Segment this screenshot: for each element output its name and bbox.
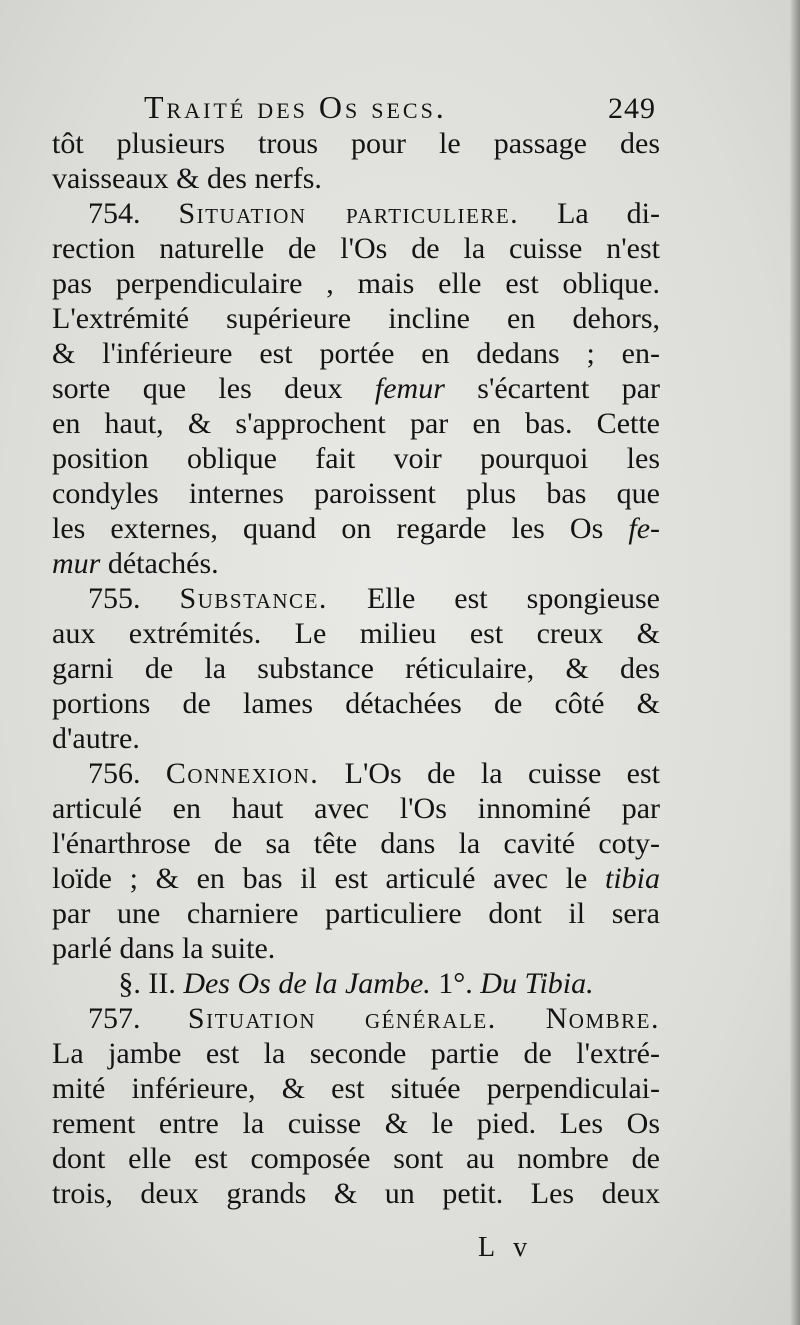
page-number: 249	[608, 92, 656, 125]
text-span: rement entre la cuisse & le pied. Les Os	[52, 1107, 660, 1140]
text-span: portions de lames détachées de côté &	[52, 687, 660, 720]
text-line	[52, 441, 660, 476]
text-span: d'autre.	[52, 722, 140, 755]
text-span: sorte que les deux	[52, 372, 375, 405]
text-span: La di-	[519, 197, 660, 230]
text-span: Situation particuliere.	[178, 197, 520, 230]
text-span: tibia	[604, 862, 660, 895]
text-line	[52, 861, 660, 896]
text-line	[52, 896, 660, 931]
text-span: La jambe est la seconde partie de l'extré-	[52, 1037, 660, 1070]
text-line	[52, 546, 660, 581]
text-line	[52, 371, 660, 406]
text-span: les externes, quand on regarde les Os	[52, 512, 629, 545]
body-text	[52, 126, 660, 1211]
text-line	[52, 686, 660, 721]
text-line	[52, 931, 660, 966]
text-line	[52, 1001, 660, 1036]
text-span: l'énarthrose de sa tête dans la cavité coty-	[52, 827, 660, 860]
text-span: pas perpendiculaire , mais elle est oblique.	[52, 267, 660, 300]
text-span: L'extrémité supérieure incline en dehors,	[52, 302, 660, 335]
text-span: femur	[374, 372, 445, 405]
text-line	[52, 1071, 660, 1106]
page-edge-shadow	[790, 0, 800, 1325]
text-span: mur	[52, 547, 101, 580]
text-span: Des Os de la Jambe.	[183, 967, 431, 1000]
text-span: en haut, & s'approchent par en bas. Cette	[52, 407, 660, 440]
text-span: 756.	[88, 757, 166, 790]
text-line	[52, 1036, 660, 1071]
text-span: tôt plusieurs trous pour le passage des	[52, 127, 660, 160]
text-line	[52, 791, 660, 826]
text-span: 755.	[88, 582, 180, 615]
text-span: Du Tibia.	[480, 967, 594, 1000]
text-span: 1°.	[430, 967, 481, 1000]
text-span: & l'inférieure est portée en dedans ; en-	[52, 337, 660, 370]
text-span: aux extrémités. Le milieu est creux &	[52, 617, 660, 650]
text-line	[52, 511, 660, 546]
text-span: garni de la substance réticulaire, & des	[52, 652, 660, 685]
text-span: s'écartent par	[444, 372, 661, 405]
page-text-block	[52, 90, 660, 1211]
text-line	[52, 1106, 660, 1141]
text-line	[52, 126, 660, 161]
text-line	[52, 161, 660, 196]
running-header	[52, 90, 660, 126]
text-span: rection naturelle de l'Os de la cuisse n'est	[52, 232, 660, 265]
text-line	[52, 476, 660, 511]
text-span: parlé dans la suite.	[52, 932, 276, 965]
text-line	[52, 1141, 660, 1176]
text-span: §. II.	[118, 967, 184, 1000]
text-span: position oblique fait voir pourquoi les	[52, 442, 660, 475]
text-span: Elle est spongieuse	[327, 582, 660, 615]
text-line	[52, 196, 660, 231]
text-line	[52, 966, 660, 1001]
text-line	[52, 826, 660, 861]
text-line	[52, 336, 660, 371]
text-span: 757.	[88, 1002, 188, 1035]
text-line	[52, 581, 660, 616]
text-span: vaisseaux & des nerfs.	[52, 162, 322, 195]
text-line	[52, 721, 660, 756]
text-line	[52, 651, 660, 686]
text-span: dont elle est composée sont au nombre de	[52, 1142, 660, 1175]
text-span: 754.	[88, 197, 179, 230]
text-span: loïde ; & en bas il est articulé avec le	[52, 862, 605, 895]
text-line	[52, 266, 660, 301]
text-span: Connexion.	[165, 757, 320, 790]
text-line	[52, 406, 660, 441]
text-span: par une charniere particuliere dont il sera	[52, 897, 660, 930]
text-span: mité inférieure, & est située perpendiculai-	[52, 1072, 660, 1105]
running-title: Traité des Os secs.	[144, 89, 447, 125]
text-span: L'Os de la cuisse est	[319, 757, 660, 790]
text-line	[52, 1176, 660, 1211]
text-span: détachés.	[100, 547, 219, 580]
text-span: trois, deux grands & un petit. Les deux	[52, 1177, 660, 1210]
text-line	[52, 231, 660, 266]
text-span: Situation générale. Nombre.	[187, 1002, 660, 1035]
text-span: fe-	[628, 512, 660, 545]
text-span: condyles internes paroissent plus bas que	[52, 477, 660, 510]
text-line	[52, 616, 660, 651]
text-line	[52, 756, 660, 791]
text-span: articulé en haut avec l'Os innominé par	[52, 792, 660, 825]
text-span: Substance.	[179, 582, 328, 615]
signature-mark: L v	[478, 1232, 534, 1263]
text-line	[52, 301, 660, 336]
